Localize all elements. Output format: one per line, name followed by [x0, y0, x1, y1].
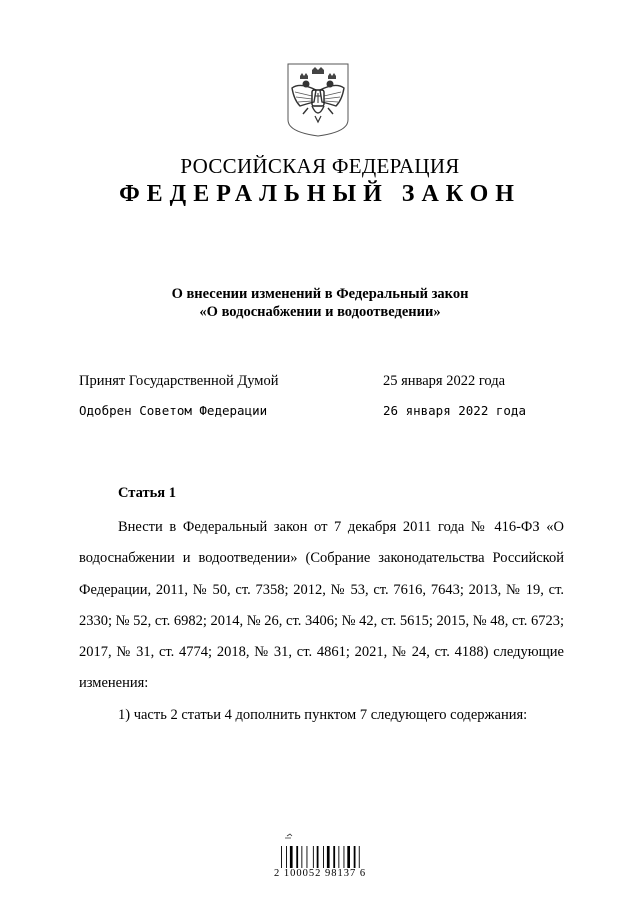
duma-adoption-label: Принят Государственной Думой	[79, 373, 279, 389]
barcode-bar	[359, 846, 360, 868]
barcode-bar	[296, 846, 298, 868]
country-name: РОССИЙСКАЯ ФЕДЕРАЦИЯ	[180, 154, 460, 178]
barcode-bar	[333, 846, 335, 868]
article-item-1: 1) часть 2 статьи 4 дополнить пунктом 7 следующего содержания:	[118, 706, 528, 723]
article-heading: Статья 1	[118, 485, 176, 501]
barcode-bar	[301, 846, 302, 868]
barcode-bar	[323, 846, 324, 868]
barcode-bars	[281, 846, 360, 868]
barcode-bar	[327, 846, 330, 868]
barcode-bar	[347, 846, 350, 868]
barcode-number: 2 100052 98137 6	[273, 868, 367, 879]
barcode-bar	[317, 846, 319, 868]
barcode-bar	[286, 846, 287, 868]
council-approval-date: 26 января 2022 года	[383, 403, 526, 418]
law-title-line-1: О внесении изменений в Федеральный закон	[171, 286, 469, 302]
document-type: ФЕДЕРАЛЬНЫЙ ЗАКОН	[119, 181, 521, 207]
barcode-bar	[290, 846, 293, 868]
article-paragraph: Внести в Федеральный закон от 7 декабря 2011 года № 416-ФЗ «О водоснабжении и водоотведении» (Собрание законодательства Российской Федерации, 2011, № 50, ст. 7358; 2012, № 53, ст. 7616, 7643; 2013, № 19, ст. 2330; № 52, ст. 6982; 2014, № 26, ст. 3406; № 42, ст. 5615; 2015, № 48, ст. 6723; 2017, № 31, ст. 4774; 2018, № 31, ст. 4861; 2021, № 24, ст. 4188) следующие изменения:	[79, 519, 564, 692]
double-headed-eagle-icon	[286, 62, 350, 138]
law-title-line-2: «О водоснабжении и водоотведении»	[199, 304, 441, 320]
barcode-bar	[313, 846, 314, 868]
barcode-bar	[354, 846, 356, 868]
article-body	[79, 512, 564, 731]
barcode-bar	[344, 846, 345, 868]
council-approval-label: Одобрен Советом Федерации	[79, 403, 268, 418]
barcode-bar	[307, 846, 308, 868]
barcode-bar	[281, 846, 282, 868]
duma-adoption-date: 25 января 2022 года	[383, 373, 506, 389]
barcode-bar	[338, 846, 339, 868]
